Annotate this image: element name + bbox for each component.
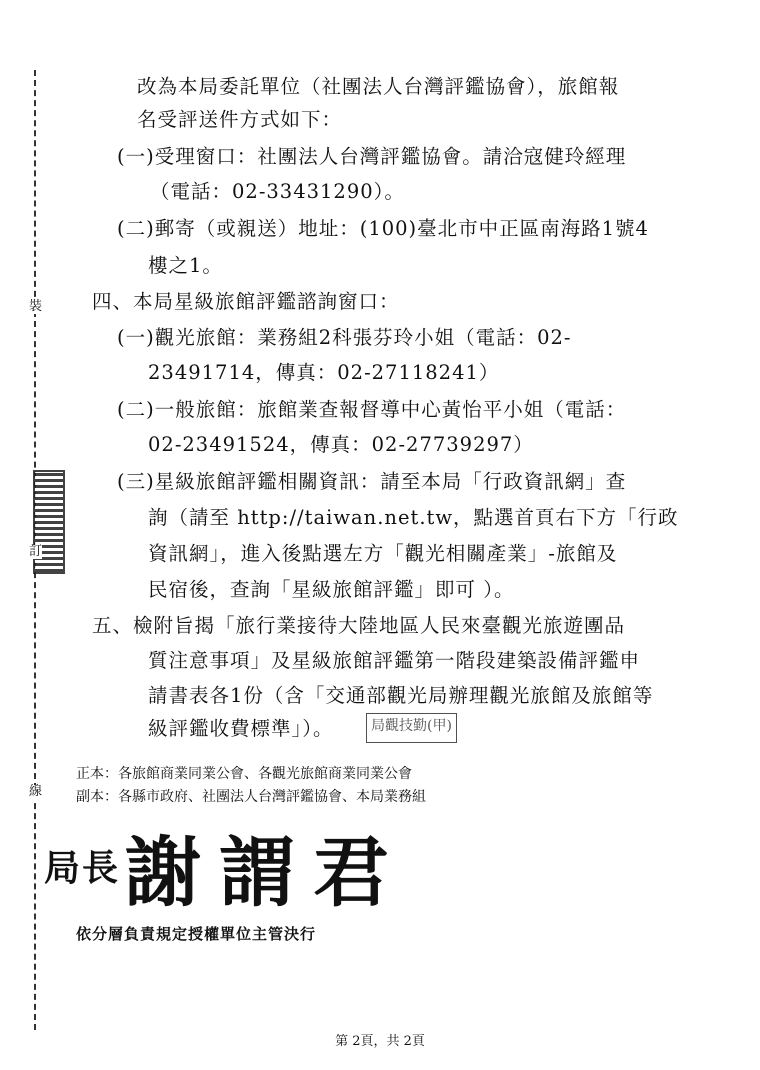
- margin-label-line: 線: [29, 784, 43, 799]
- signature-seal: 謝謂君: [125, 828, 407, 917]
- body-line: 樓之1。: [148, 254, 223, 277]
- body-line: 02-23491524，傳真：02-27739297）: [148, 433, 534, 456]
- section-heading: 四、本局星級旅館評鑑諮詢窗口：: [92, 290, 400, 313]
- body-line: （電話：02-33431290）。: [150, 180, 405, 203]
- recipients-copy: 副本：各縣市政府、社團法人台灣評鑑協會、本局業務組: [76, 789, 426, 805]
- body-line: 民宿後，查詢「星級旅館評鑑」即可 ）。: [148, 578, 515, 601]
- body-line: 改為本局委託單位（社團法人台灣評鑑協會），旅館報: [137, 75, 620, 98]
- body-line: (二)郵寄（或親送）地址：(100)臺北市中正區南海路1號4: [117, 217, 649, 240]
- office-stamp: 局觀技勤(甲): [366, 713, 457, 743]
- body-line: (二)一般旅館：旅館業查報督導中心黃怡平小姐（電話：: [117, 398, 627, 421]
- body-line: 請書表各1份（含「交通部觀光局辦理觀光旅館及旅館等: [148, 684, 654, 707]
- body-line: 詢（請至 http://taiwan.net.tw，點選首頁右下方「行政: [148, 506, 679, 529]
- margin-label-sign: 訂: [29, 544, 43, 559]
- body-line: 23491714，傳真：02-27118241）: [148, 361, 500, 384]
- delegation-note: 依分層負責規定授權單位主管決行: [76, 925, 317, 943]
- body-line: 級評鑑收費標準」）。: [148, 717, 334, 740]
- margin-label-bind: 裝: [29, 299, 43, 314]
- section-heading: 五、檢附旨揭「旅行業接待大陸地區人民來臺觀光旅遊團品: [92, 614, 626, 637]
- signatory-title: 局長: [44, 847, 121, 889]
- body-line: (一)觀光旅館：業務組2科張芬玲小姐（電話：02-: [117, 326, 572, 349]
- body-line: 名受評送件方式如下：: [137, 108, 343, 131]
- recipients-main: 正本：各旅館商業同業公會、各觀光旅館商業同業公會: [76, 766, 412, 782]
- body-line: 質注意事項」及星級旅館評鑑第一階段建築設備評鑑申: [148, 649, 641, 672]
- body-line: (一)受理窗口：社團法人台灣評鑑協會。請洽寇健玲經理: [117, 145, 627, 168]
- page-number: 第 2頁，共 2頁: [335, 1034, 425, 1049]
- body-line: (三)星級旅館評鑑相關資訊：請至本局「行政資訊網」查: [117, 470, 627, 493]
- body-line: 資訊網」，進入後點選左方「觀光相關產業」-旅館及: [148, 542, 618, 565]
